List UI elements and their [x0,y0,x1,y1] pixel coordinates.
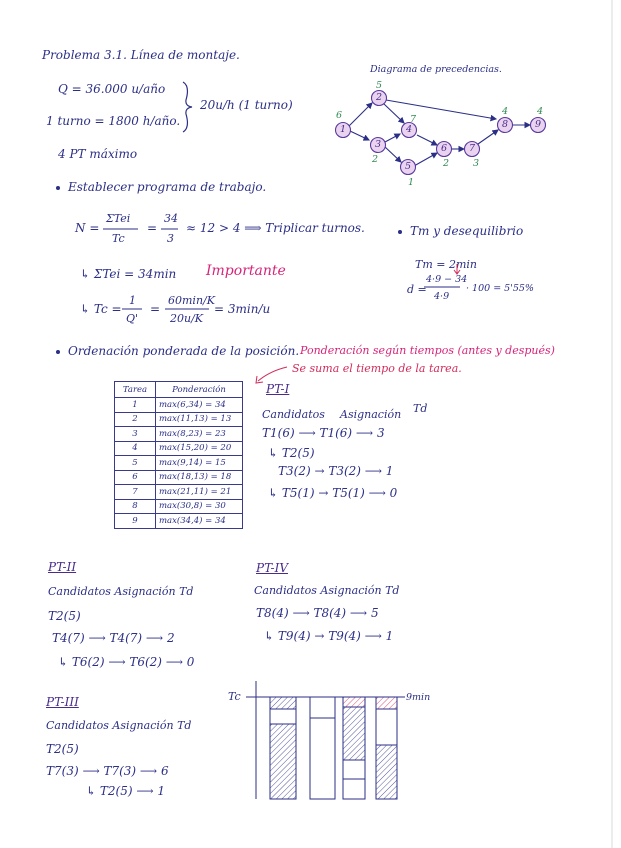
table-cell-ponderacion: max(9,14) = 15 [156,456,243,471]
pt-max-line: 4 PT máximo [58,147,138,161]
d-num: 4·9 − 34 [426,274,468,285]
section2-heading: Ordenación ponderada de la posición. [68,344,300,358]
note-ponderacion: Ponderación según tiempos (antes y después) [300,344,555,357]
pt1-title: PT-I [266,382,290,396]
node-5-time: 1 [408,177,415,188]
n-lhs: N = [75,221,100,235]
turno-line: 1 turno = 1800 h/año. [46,114,181,128]
sum-tei: ↳ ΣTei = 34min [80,267,177,281]
pt4-title: PT-IV [256,561,288,575]
n-num: ΣTei [106,212,131,225]
n-den2: 3 [167,232,174,245]
table-cell-tarea: 5 [115,456,156,471]
table-cell-tarea: 3 [115,427,156,442]
bar-tc-label: Tc [228,690,241,703]
note-suma: Se suma el tiempo de la tarea. [292,362,462,375]
table-cell-tarea: 1 [115,398,156,413]
table-cell-ponderacion: max(15,20) = 20 [156,441,243,456]
pt1-row2: ↳ T2(5) [268,446,315,460]
result-line: 20u/h (1 turno) [200,98,293,112]
importante-note: Importante [206,263,286,279]
table-cell-ponderacion: max(8,23) = 23 [156,427,243,442]
node-3-time: 2 [372,154,379,165]
pt1-col-asignacion: Asignación [340,408,402,421]
pt3-row2: T7(3) ⟶ T7(3) ⟶ 6 [46,764,169,778]
tc-num: 1 [129,294,136,307]
tc-rest: = 3min/u [214,302,271,316]
pt2-header: Candidatos Asignación Td [48,585,194,598]
table-cell-tarea: 4 [115,441,156,456]
node-1-id: 1 [340,124,347,135]
pt4-row2: ↳ T9(4) → T9(4) ⟶ 1 [264,629,394,643]
tc-eq: = [150,302,161,316]
d-lhs: d = [407,283,427,296]
node-2-id: 2 [376,92,383,103]
node-1-time: 6 [336,110,343,121]
table-cell-ponderacion: max(18,13) = 18 [156,470,243,485]
node-9-id: 9 [535,119,542,130]
node-7-id: 7 [469,143,476,154]
pt1-row4: ↳ T5(1) → T5(1) ⟶ 0 [268,486,398,500]
node-3-id: 3 [375,139,382,150]
section1-heading: Establecer programa de trabajo. [68,180,267,194]
tm-value: Tm = 2min [415,258,478,271]
pt4-row1: T8(4) ⟶ T8(4) ⟶ 5 [256,606,379,620]
pt1-col-candidatos: Candidatos [262,408,325,421]
q-line: Q = 36.000 u/año [58,82,166,96]
table-cell-ponderacion: max(34,4) = 34 [156,514,243,529]
pt2-row1: T2(5) [48,609,81,623]
n-eq: = [147,221,158,235]
d-rest: · 100 = 5'55% [466,283,534,294]
n-rest: ≈ 12 > 4 ⟹ Triplicar turnos. [186,221,365,235]
node-6-time: 2 [443,158,450,169]
tc-den2: 20u/K [170,312,204,325]
pt3-row3: ↳ T2(5) ⟶ 1 [86,784,165,798]
pt1-row1: T1(6) ⟶ T1(6) ⟶ 3 [262,426,385,440]
pt1-col-td: Td [413,402,428,415]
d-den: 4·9 [434,291,450,302]
node-5-id: 5 [405,161,412,172]
table-header-tarea: Tarea [115,382,156,398]
n-num2: 34 [164,212,178,225]
table-header-ponderacion: Ponderación [156,382,243,398]
problem-title: Problema 3.1. Línea de montaje. [42,48,240,62]
n-den: Tc [112,232,125,245]
pt4-header: Candidatos Asignación Td [254,584,400,597]
table-cell-tarea: 7 [115,485,156,500]
table-cell-tarea: 9 [115,514,156,529]
table-cell-tarea: 2 [115,412,156,427]
node-7-time: 3 [473,158,480,169]
node-4-id: 4 [406,124,413,135]
pt3-row1: T2(5) [46,742,79,756]
pt1-row3: T3(2) → T3(2) ⟶ 1 [278,464,394,478]
table-cell-ponderacion: max(30,8) = 30 [156,499,243,514]
node-8-time: 4 [502,106,509,117]
pt3-header: Candidatos Asignación Td [46,719,192,732]
node-6-id: 6 [441,143,448,154]
pt2-row3: ↳ T6(2) ⟶ T6(2) ⟶ 0 [58,655,195,669]
table-cell-ponderacion: max(6,34) = 34 [156,398,243,413]
tc-num2: 60min/K [168,294,215,307]
table-cell-ponderacion: max(11,13) = 13 [156,412,243,427]
table-cell-tarea: 8 [115,499,156,514]
node-9-time: 4 [537,106,544,117]
node-4-time: 7 [410,114,417,125]
tc-lhs: ↳ Tc = [80,302,122,316]
pt3-title: PT-III [46,695,79,709]
pt2-row2: T4(7) ⟶ T4(7) ⟶ 2 [52,631,175,645]
pt2-title: PT-II [48,560,77,574]
table-cell-tarea: 6 [115,470,156,485]
bar-limit-label: 9min [406,692,431,703]
table-cell-ponderacion: max(21,11) = 21 [156,485,243,500]
node-2-time: 5 [376,80,383,91]
tm-heading: Tm y desequilibrio [410,224,524,238]
node-8-id: 8 [502,119,509,130]
tc-den: Q' [126,312,139,325]
diagram-title: Diagrama de precedencias. [370,64,502,75]
